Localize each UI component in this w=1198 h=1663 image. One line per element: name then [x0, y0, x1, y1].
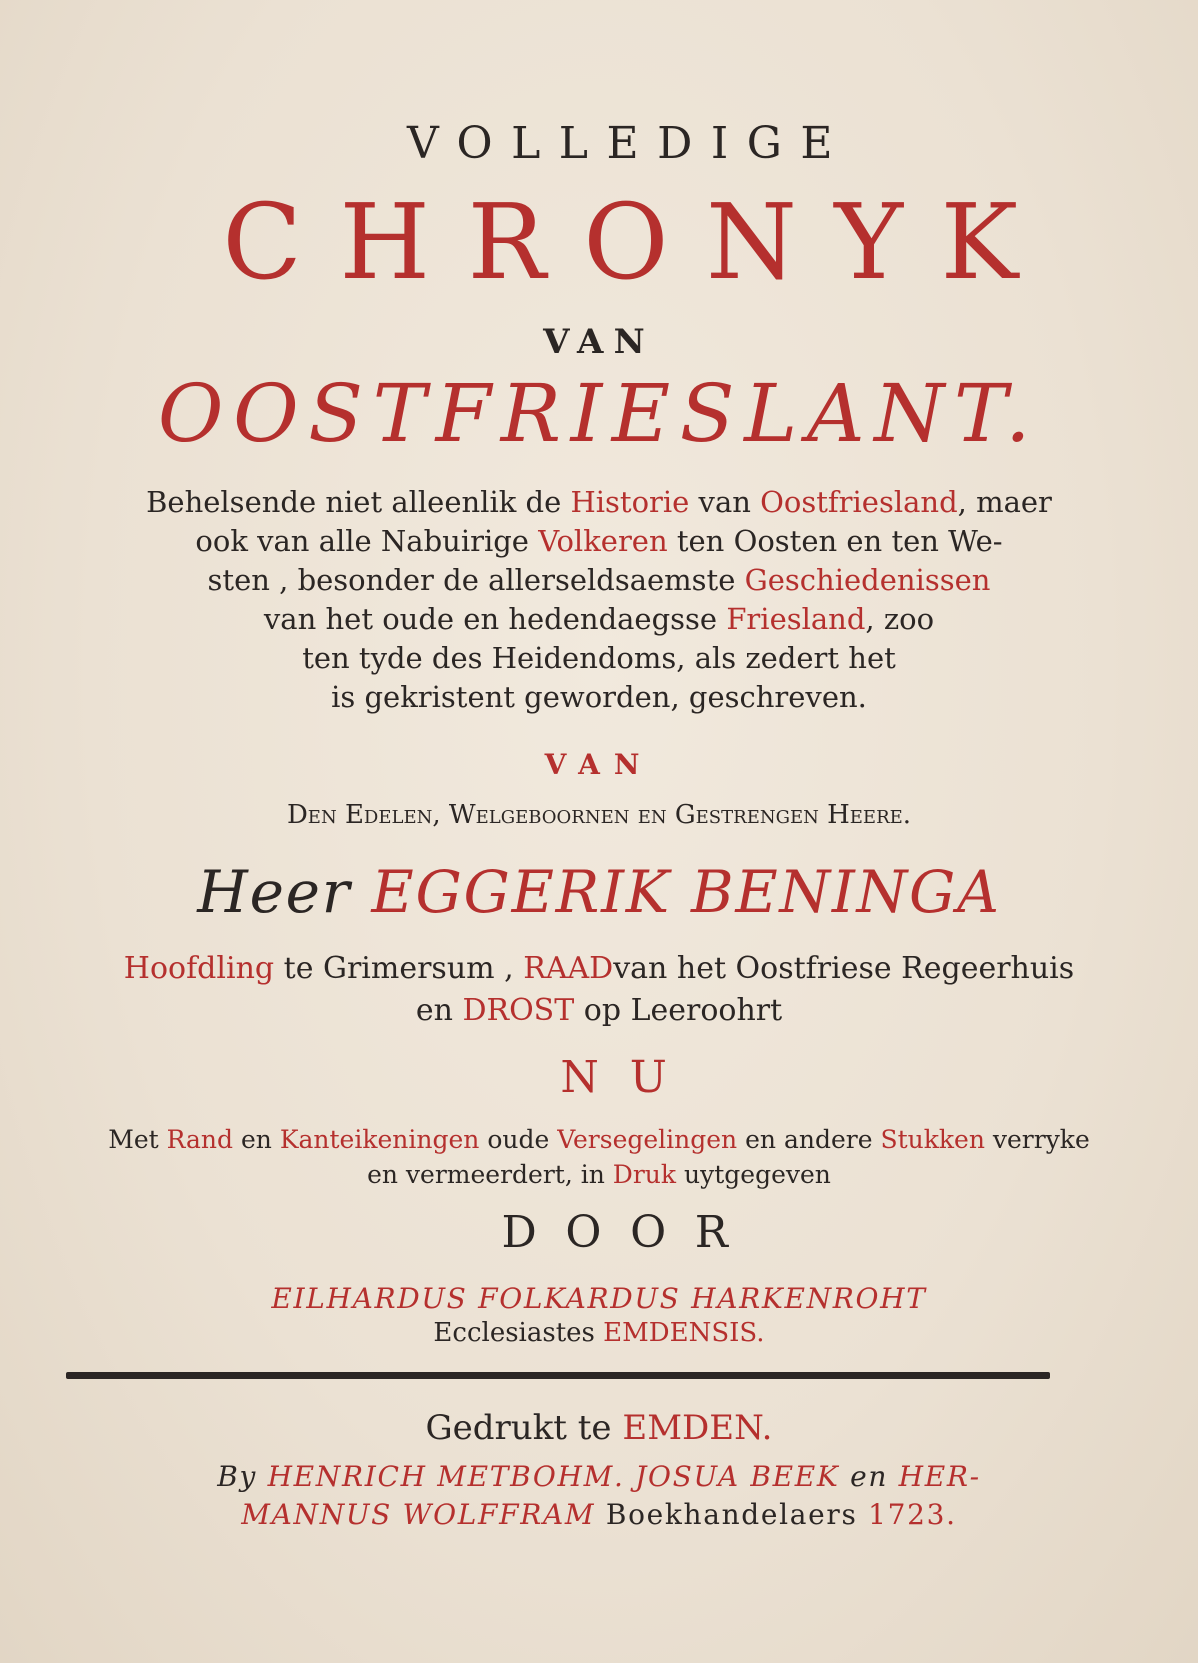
author-titles-line-2 — [0, 993, 1198, 1028]
title-chronyk: CHRONYK — [222, 181, 1056, 303]
imprint-gedrukt — [0, 1408, 1198, 1448]
heer-prefix: Heer — [197, 858, 352, 926]
description-line-6: is gekristent geworden, geschreven. — [331, 680, 867, 714]
imprint-line-2 — [0, 1498, 1198, 1531]
title-van: VAN — [543, 322, 655, 362]
title-text: van het Oostfriese Regeerhuis — [613, 951, 1075, 986]
edition-text: en — [233, 1125, 280, 1154]
title-drost: DROST — [462, 993, 575, 1028]
edition-stukken: Stukken — [880, 1125, 985, 1154]
imprint-line-1 — [0, 1460, 1198, 1493]
description-line-2 — [0, 522, 1198, 561]
edition-text: uytgegeven — [676, 1160, 831, 1189]
imprint-printers: HENRICH METBOHM. JOSUA BEEK — [267, 1460, 840, 1493]
title-text: en — [415, 993, 463, 1028]
edition-line-2 — [0, 1160, 1198, 1189]
desc-text: van het oude en hedendaegsse — [263, 602, 727, 636]
author-line — [0, 858, 1198, 926]
desc-text: sten , besonder de allerseldsaemste — [207, 563, 745, 597]
title-volledige: VOLLEDIGE — [407, 118, 851, 169]
edition-text: Met — [108, 1125, 167, 1154]
title-hoofdling: Hoofdling — [123, 951, 275, 986]
edition-rand: Rand — [166, 1125, 234, 1154]
horizontal-rule — [66, 1372, 1050, 1379]
imprint-year: 1723. — [868, 1498, 957, 1531]
door-heading: DOOR — [501, 1207, 757, 1258]
desc-text: ten Oosten en ten We- — [667, 524, 1003, 558]
description-line-3 — [0, 561, 1198, 600]
edition-kanteikeningen: Kanteikeningen — [279, 1125, 480, 1154]
desc-friesland: Friesland — [726, 602, 866, 636]
author-titles-line-1 — [0, 951, 1198, 986]
edition-versegelingen: Versegelingen — [557, 1125, 738, 1154]
description-line-5: ten tyde des Heidendoms, als zedert het — [302, 641, 896, 675]
desc-text: ook van alle Nabuirige — [195, 524, 539, 558]
imprint-emden: EMDEN. — [622, 1408, 773, 1448]
desc-text: , maer — [957, 485, 1052, 519]
title-raad: RAAD — [523, 951, 614, 986]
author-name: EGGERIK BENINGA — [371, 858, 1001, 926]
imprint-boekhandelaers: Boekhandelaers — [595, 1498, 869, 1531]
editor-ecclesiastes: Ecclesiastes — [433, 1318, 604, 1348]
desc-geschiedenissen: Geschiedenissen — [744, 563, 991, 597]
edition-druk: Druk — [612, 1160, 677, 1189]
edition-text: en andere — [737, 1125, 881, 1154]
edition-text: oude — [479, 1125, 558, 1154]
title-text: te Grimersum , — [274, 951, 524, 986]
imprint-wolffram: MANNUS WOLFFRAM — [241, 1498, 596, 1531]
imprint-text: Gedrukt te — [425, 1408, 623, 1448]
editor-title — [0, 1318, 1198, 1348]
edition-text: verryke — [984, 1125, 1090, 1154]
desc-historie: Historie — [570, 485, 690, 519]
edelen-line: Den Edelen, Welgeboornen en Gestrengen Heere. — [286, 800, 912, 830]
desc-text: van — [689, 485, 761, 519]
description-line-4 — [0, 600, 1198, 639]
edition-text: en vermeerdert, in — [367, 1160, 613, 1189]
description-line-1 — [0, 483, 1198, 522]
imprint-her: HER- — [898, 1460, 981, 1493]
desc-text: , zoo — [865, 602, 935, 636]
van-heading: VAN — [544, 748, 654, 781]
editor-name: EILHARDUS FOLKARDUS HARKENROHT — [271, 1282, 927, 1315]
desc-text: Behelsende niet alleenlik de — [146, 485, 571, 519]
desc-oostfriesland: Oostfriesland — [760, 485, 958, 519]
title-text: op Leeroohrt — [574, 993, 783, 1028]
imprint-text: en — [839, 1460, 899, 1493]
editor-emdensis: EMDENSIS. — [603, 1318, 765, 1348]
desc-volkeren: Volkeren — [538, 524, 668, 558]
title-oostfrieslant: OOSTFRIESLANT. — [157, 367, 1041, 460]
nu-heading: NU — [560, 1052, 698, 1103]
imprint-text: By — [217, 1460, 268, 1493]
edition-line-1 — [0, 1125, 1198, 1154]
